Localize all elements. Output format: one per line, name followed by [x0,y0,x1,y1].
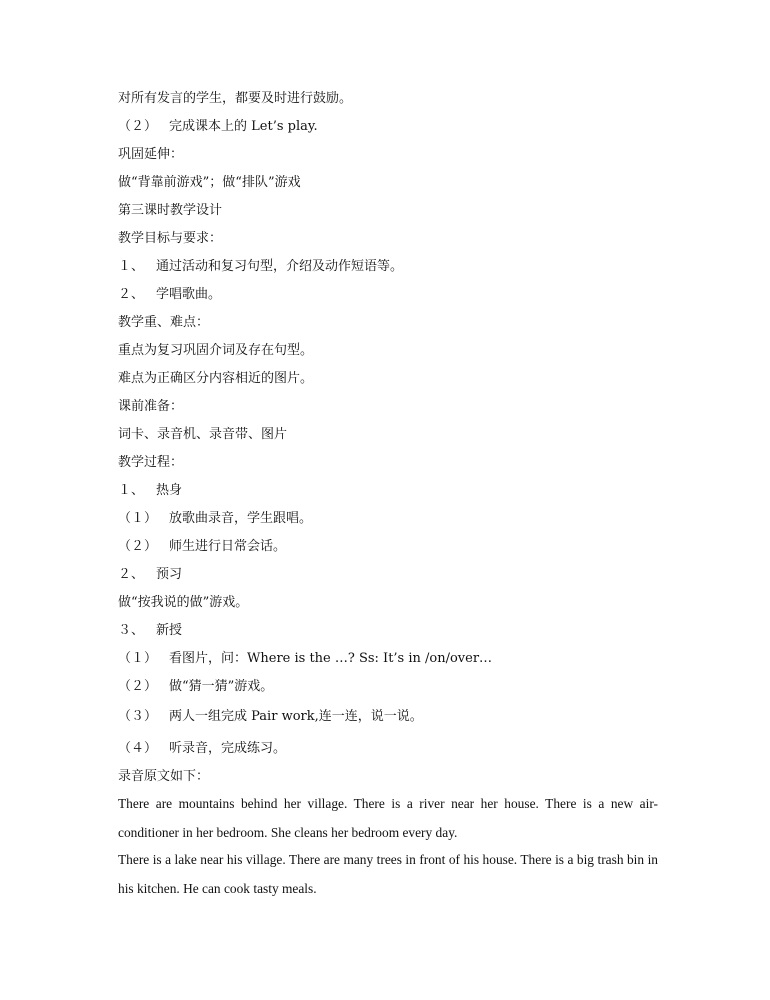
text-line: １、 热身 [118,483,183,498]
text-line: 重点为复习巩固介词及存在句型。 [118,343,314,358]
text-line: 教学重、难点： [118,315,210,330]
text-line: （３） 两人一组完成 Pair work,连一连，说一说。 [118,709,423,724]
text-line: （２） 完成课本上的 Let’s play. [118,119,318,134]
section-title: 第三课时教学设计 [118,203,223,218]
text-line: （１） 放歌曲录音，学生跟唱。 [118,511,313,526]
text-line: 课前准备： [118,399,184,414]
transcript-paragraph: There are mountains behind her village. There is a river near her house. There is a new air-conditioner in her bedroom. She cleans her bedroom every day. [118,796,658,840]
text-line: 对所有发言的学生，都要及时进行鼓励。 [118,91,353,106]
text-line: 词卡、录音机、录音带、图片 [118,427,288,442]
text-line: ２、 学唱歌曲。 [118,287,222,302]
text-line: ２、 预习 [118,567,183,582]
text-line: ３、 新授 [118,623,183,638]
text-line: 教学过程： [118,455,184,470]
text-line: 做“背靠前游戏”；做“排队”游戏 [118,175,301,190]
text-line: 巩固延伸： [118,147,184,162]
text-line: （４） 听录音，完成练习。 [118,741,287,756]
text-line: １、 通过活动和复习句型，介绍及动作短语等。 [118,259,404,274]
text-line: （２） 做“猜一猜”游戏。 [118,679,274,694]
text-line: 录音原文如下： [118,769,210,784]
text-line: 做“按我说的做”游戏。 [118,595,249,610]
transcript-paragraph: There is a lake near his village. There are many trees in front of his house. There is a big trash bin in his kitchen. He can cook tasty meals. [118,852,658,896]
text-line: （２） 师生进行日常会话。 [118,539,287,554]
text-line: （１） 看图片，问：Where is the …? Ss: It’s in /on/over… [118,651,493,666]
text-line: 教学目标与要求： [118,231,223,246]
text-line: 难点为正确区分内容相近的图片。 [118,371,314,386]
